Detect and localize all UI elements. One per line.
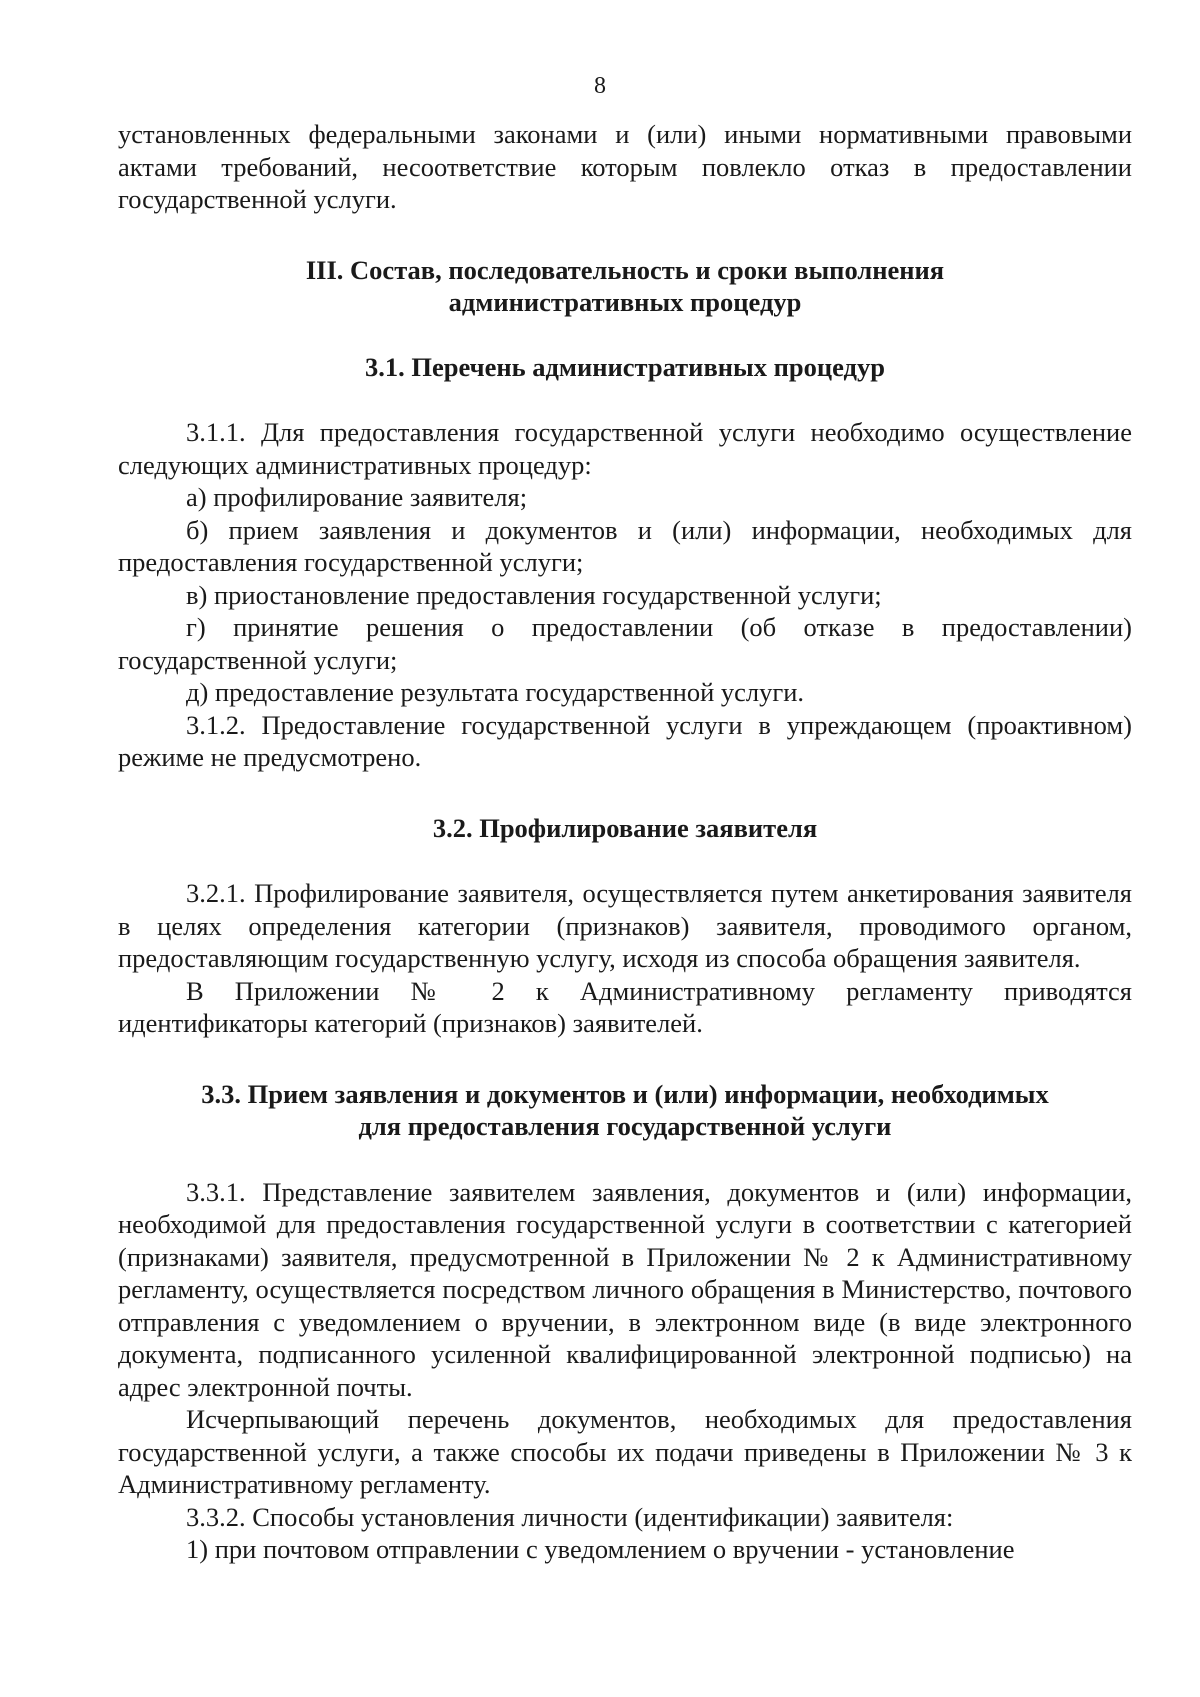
list-item-b: б) прием заявления и документов и (или) информации, необходимых для предоставления государственной услуги; <box>118 514 1132 577</box>
paragraph-continuation: установленных федеральными законами и (или) иными нормативными правовыми актами требований, несоответствие которым повлекло отказ в предоставлении государственной услуги. <box>118 119 1132 214</box>
subsection-heading-3-3 <box>118 1078 1132 1143</box>
section-heading-iii <box>118 254 1132 319</box>
paragraph-3-3-2: 3.3.2. Способы установления личности (идентификации) заявителя: <box>186 1501 954 1532</box>
paragraph-3-2-1-appendix: В Приложении № 2 к Административному регламенту приводятся идентификаторы категорий (признаков) заявителей. <box>118 975 1132 1038</box>
list-item-1: 1) при почтовом отправлении с уведомлением о вручении - установление <box>186 1534 1015 1564</box>
section-heading-iii-line1: III. Состав, последовательность и сроки выполнения <box>305 254 945 285</box>
subsection-heading-3-1: 3.1. Перечень административных процедур <box>365 351 885 382</box>
paragraph-3-1-1: 3.1.1. Для предоставления государственной услуги необходимо осуществление следующих административных процедур: <box>118 417 1132 480</box>
list-item-d: д) предоставление результата государственной услуги. <box>186 677 805 707</box>
subsection-heading-3-3-line2: для предоставления государственной услуги <box>358 1111 892 1141</box>
list-item-a: а) профилирование заявителя; <box>186 482 528 512</box>
paragraph-3-1-2: 3.1.2. Предоставление государственной услуги в упреждающем (проактивном) режиме не предусмотрено. <box>118 709 1132 772</box>
page-content <box>118 118 1132 1566</box>
list-item-g: г) принятие решения о предоставлении (об отказе в предоставлении) государственной услуги; <box>118 612 1132 675</box>
section-heading-iii-line2: административных процедур <box>448 287 802 317</box>
paragraph-3-3-1-documents: Исчерпывающий перечень документов, необходимых для предоставления государственной услуги, а также способы их подачи приведены в Приложении № 3 к Административному регламенту. <box>118 1404 1132 1499</box>
page-number: 8 <box>594 73 606 99</box>
list-item-v: в) приостановление предоставления государственной услуги; <box>186 579 882 610</box>
paragraph-3-3-1: 3.3.1. Представление заявителем заявления, документов и (или) информации, необходимой для предоставления государственной услуги в соответствии с категорией (признаками) заявителя, предусмотренной в Приложении № 2 к Административному регламенту, осуществляется посредством личного обращения в Министерство, почтового отправления с уведомлением о вручении, в электронном виде (в виде электронного документа, подписанного усиленной квалифицированной электронной подписью) на адрес электронной почты. <box>118 1176 1132 1402</box>
paragraph-3-2-1: 3.2.1. Профилирование заявителя, осуществляется путем анкетирования заявителя в целях определения категории (признаков) заявителя, проводимого органом, предоставляющим государственную услугу, исходя из способа обращения заявителя. <box>118 878 1132 973</box>
subsection-heading-3-3-line1: 3.3. Прием заявления и документов и (или) информации, необходимых <box>201 1078 1049 1109</box>
subsection-heading-3-2: 3.2. Профилирование заявителя <box>432 812 818 843</box>
